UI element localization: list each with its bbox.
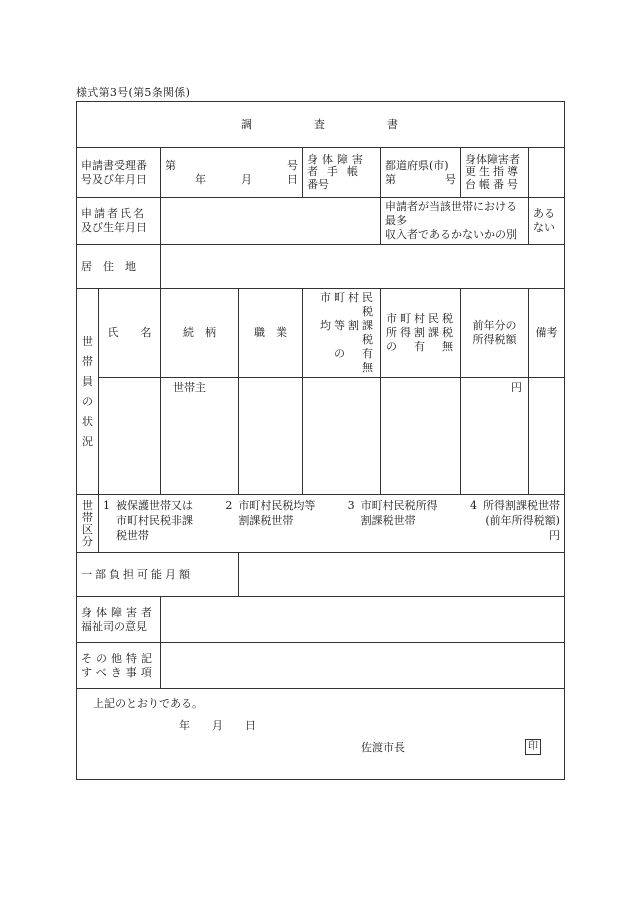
col-occupation-header: 職 業: [239, 289, 303, 378]
household-name-cell[interactable]: [99, 378, 161, 495]
form-number-label: 様式第3号(第5条関係): [76, 86, 191, 99]
disability-notebook-number[interactable]: 身体障害 者手帳 番号: [303, 148, 381, 198]
col-note-header: 備考: [529, 289, 565, 378]
division-label: 世 帯 区 分: [77, 495, 99, 553]
applicant-name-label: 申請者氏名 及び生年月日: [77, 198, 161, 245]
footer-date: 年 月 日: [179, 719, 256, 732]
residence-label: 居 住 地: [77, 245, 161, 289]
guidance-register-field[interactable]: [529, 148, 565, 198]
household-income-tax-cell[interactable]: [381, 378, 461, 495]
receipt-number-label: 申請書受理番 号及び年月日: [77, 148, 161, 198]
mayor-title: 佐渡市長: [361, 741, 405, 754]
main-earner-question: 申請者が当該世帯における最多 収入者であるかないかの別: [381, 198, 529, 245]
col-per-capita-tax-header: 市町村民税 均等割課税 の 有 無: [303, 289, 381, 378]
residence-field[interactable]: [161, 245, 565, 289]
division-option-2: 2 市町村民税均等 割課税世帯: [225, 499, 316, 527]
welfare-officer-label: 身体障害者 福祉司の意見: [77, 597, 161, 643]
footer-cell: [77, 689, 565, 780]
applicant-name-field[interactable]: [161, 198, 381, 245]
guidance-register-label: 身体障害者 更生指導 台帳番号: [461, 148, 529, 198]
other-notes-label: その他特記 すべき事項: [77, 643, 161, 689]
welfare-officer-field[interactable]: [161, 597, 565, 643]
household-per-capita-tax-cell[interactable]: [303, 378, 381, 495]
division-option-3: 3 市町村民税所得 割課税世帯: [347, 499, 438, 527]
household-occupation-cell[interactable]: [239, 378, 303, 495]
partial-burden-label: 一部負担可能月額: [77, 553, 239, 597]
prefecture-number-field[interactable]: 都道府県(市) 第 号: [381, 148, 461, 198]
form-title: 調 査 書: [77, 102, 565, 148]
receipt-number-field[interactable]: 第 号 年 月 日: [161, 148, 303, 198]
division-option-1: 1 被保護世帯又は 市町村民税非課 税世帯: [103, 499, 193, 542]
survey-form-table: [76, 101, 565, 780]
col-prev-year-tax-header: 前年分の 所得税額: [461, 289, 529, 378]
main-earner-choice[interactable]: ある ない: [529, 198, 565, 245]
partial-burden-field[interactable]: [239, 553, 565, 597]
household-side-label: 世 帯 員 の 状 況: [77, 289, 99, 495]
seal-stamp: 印: [525, 739, 541, 755]
footer-statement: 上記のとおりである。: [93, 697, 203, 710]
household-note-cell[interactable]: [529, 378, 565, 495]
division-options[interactable]: [99, 495, 565, 553]
other-notes-field[interactable]: [161, 643, 565, 689]
col-relation-header: 続 柄: [161, 289, 239, 378]
col-name-header: 氏 名: [99, 289, 161, 378]
division-option-4: 4 所得割課税世帯 (前年所得税額) 円: [469, 499, 560, 542]
col-income-tax-header: 市町村民税 所得割課税 の 有 無: [381, 289, 461, 378]
household-relation-cell[interactable]: 世帯主: [161, 378, 239, 495]
household-prev-tax-cell[interactable]: 円: [461, 378, 529, 495]
